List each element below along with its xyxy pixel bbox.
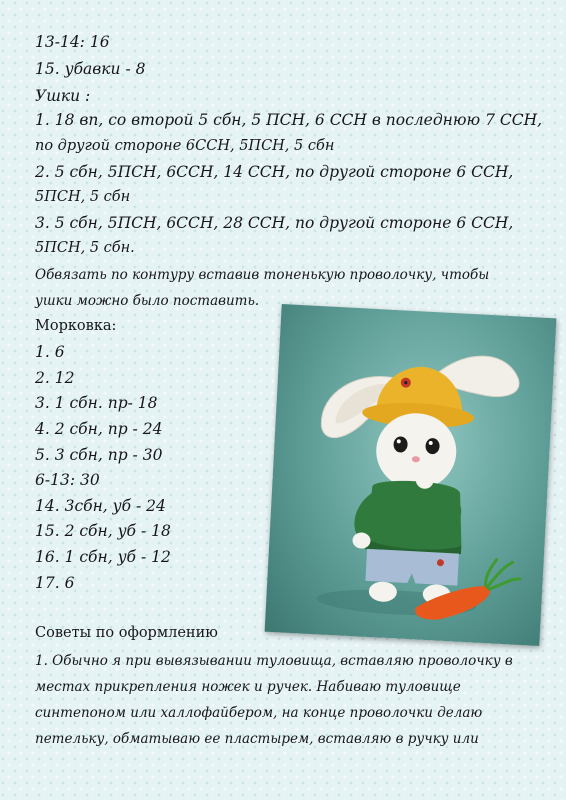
section-heading-tips: Советы по оформлению bbox=[35, 625, 218, 641]
text-line: 5ПСН, 5 сбн bbox=[35, 189, 131, 205]
text-line: 2. 12 bbox=[35, 369, 75, 387]
text-line: 2. 5 сбн, 5ПСН, 6ССН, 14 ССН, по другой стороне 6 ССН, bbox=[35, 163, 514, 181]
bunny-toy-photo bbox=[265, 304, 557, 646]
section-heading-carrot: Морковка: bbox=[35, 318, 117, 334]
text-line: петельку, обматываю ее пластырем, вставляю в ручку или bbox=[35, 731, 479, 747]
text-line: 5. 3 сбн, пр - 30 bbox=[35, 446, 163, 464]
text-line: синтепоном или халлофайбером, на конце проволочки делаю bbox=[35, 705, 483, 721]
text-line: 16. 1 сбн, уб - 12 bbox=[35, 548, 171, 566]
bunny-illustration bbox=[265, 304, 557, 646]
text-line: Обвязать по контуру вставив тоненькую проволочку, чтобы bbox=[35, 267, 490, 283]
text-line: 1. 18 вп, со второй 5 сбн, 5 ПСН, 6 ССН в последнюю 7 ССН, bbox=[35, 111, 543, 129]
text-line: ушки можно было поставить. bbox=[35, 293, 260, 309]
text-line: 3. 1 сбн. пр- 18 bbox=[35, 394, 158, 412]
text-line: 1. Обычно я при вывязывании туловища, вставляю проволочку в bbox=[35, 653, 513, 669]
text-line: 13-14: 16 bbox=[35, 33, 110, 51]
text-line: местах прикрепления ножек и ручек. Набиваю туловище bbox=[35, 679, 461, 695]
text-line: 6-13: 30 bbox=[35, 471, 100, 489]
text-line: 15. 2 сбн, уб - 18 bbox=[35, 522, 171, 540]
text-line: 14. 3сбн, уб - 24 bbox=[35, 497, 166, 515]
text-line: 17. 6 bbox=[35, 574, 75, 592]
text-line: 3. 5 сбн, 5ПСН, 6ССН, 28 ССН, по другой стороне 6 ССН, bbox=[35, 214, 514, 232]
text-line: 4. 2 сбн, пр - 24 bbox=[35, 420, 163, 438]
text-line: 15. убавки - 8 bbox=[35, 60, 146, 78]
text-line: по другой стороне 6ССН, 5ПСН, 5 сбн bbox=[35, 138, 335, 154]
text-line: 1. 6 bbox=[35, 343, 65, 361]
text-line: 5ПСН, 5 сбн. bbox=[35, 240, 135, 256]
section-heading-ears: Ушки : bbox=[35, 87, 91, 105]
